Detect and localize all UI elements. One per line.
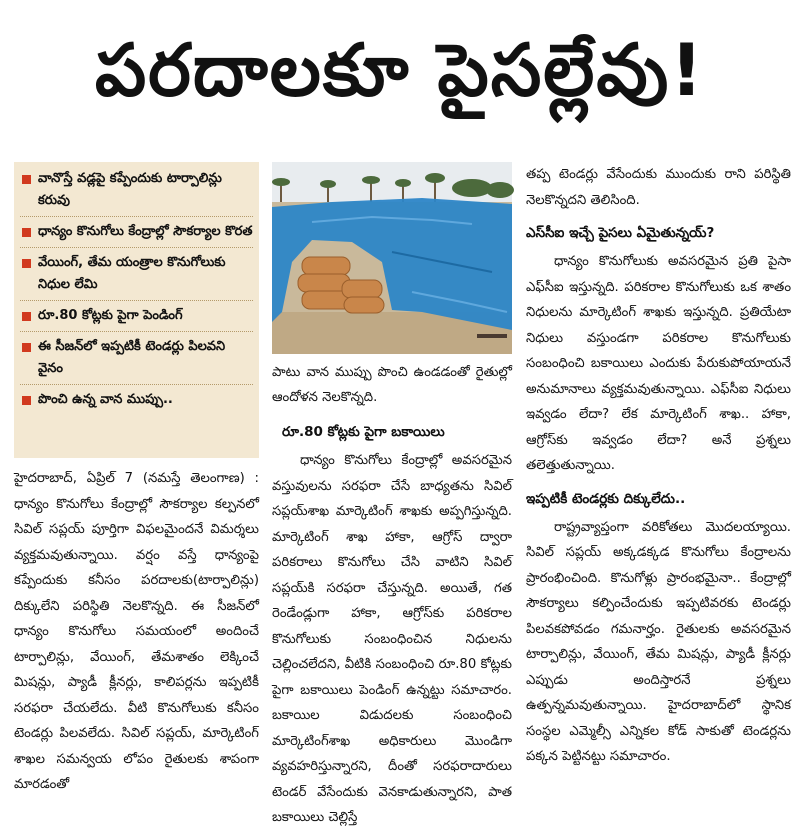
bullet-icon xyxy=(22,396,31,405)
article-body-col3-intro: తప్ప టెండర్లు వేసేందుకు ముందుకు రాని పరిస్థితి నెలకొన్నదని తెలిసింది. xyxy=(526,167,791,208)
subhead-no-tenders: ఇప్పటికీ టెండర్లకు దిక్కులేదు.. xyxy=(526,490,686,507)
highlight-item: వానొస్తే వడ్లపై కప్పేందుకు టార్పాలిన్లు కరువు xyxy=(20,168,253,212)
photo-tarpaulin-paddy xyxy=(272,162,512,354)
article-body-col2: ధాన్యం కొనుగోలు కేంద్రాల్లో అవసరమైన వస్తువులను సరఫరా చేసే బాధ్యతను సివిల్ సప్లయ్‌శాఖ మార్కెటింగ్ శాఖకు అప్పగిస్తున్నది. మార్కెటింగ్ శాఖ హాకా, ఆగ్రోస్ ద్వారా పరికరాలు కొనుగోలు చేసి వాటిని సివిల్ సప్లయ్‌కి సరఫరా చేస్తున్నది. అయితే, గత రెండేండ్లుగా హాకా, ఆగ్రోస్‌కు పరికరాల కొనుగోలుకు సంబంధించిన నిధులను చెల్లించలేదని, వీటికి సంబంధించి రూ.80 కోట్లకు పైగా బకాయిలు పెండింగ్ ఉన్నట్టు సమాచారం. బకాయిల విడుదలకు సంబంధించి మార్కెటింగ్‌శాఖ అధికారులు మొండిగా వ్యవహరిస్తున్నారని, దీంతో సరఫరాదారులు టెండర్ వేసేందుకు వెనకాడుతున్నారని, పాత బకాయిలు చెల్లిస్తే xyxy=(272,453,512,825)
photo-caption: పాటు వాన ముప్పు పొంచి ఉండడంతో రైతుల్లో ఆందోళన నెలకొన్నది. xyxy=(272,365,512,405)
highlight-item: వేయింగ్, తేమ యంత్రాల కొనుగోలుకు నిధుల లేమి xyxy=(20,252,253,296)
bullet-icon xyxy=(22,343,31,352)
article-body-col3-part2: రాష్ట్రవ్యాప్తంగా వరికోతలు మొదలయ్యాయి. సివిల్ సప్లయ్ అక్కడక్కడ కొనుగోలు కేంద్రాలను ప్రారంభించింది. కొనుగోళ్లు ప్రారంభమైనా.. కేంద్రాల్లో సౌకర్యాలు కల్పించేందుకు ఇప్పటివరకు టెండర్లు పిలవకపోవడం గమనార్హం. రైతులకు అవసరమైన టార్పాలిన్లు, వేయింగ్, తేమ మిషన్లు, ప్యాడీ క్లీనర్లు ఎప్పుడు అందిస్తారనే ప్రశ్నలు ఉత్పన్నమవుతున్నాయి. హైదరాబాద్‌లో స్థానిక సంస్థల ఎమ్మెల్సీ ఎన్నికల కోడ్ సాకుతో టెండర్లను పక్కన పెట్టినట్టు సమాచారం. xyxy=(526,519,791,764)
bullet-icon xyxy=(22,228,31,237)
highlight-item: రూ.80 కోట్లకు పైగా పెండింగ్ xyxy=(20,305,253,327)
article-body-col1: హైదరాబాద్, ఏప్రిల్ 7 (నమస్తే తెలంగాణ) : ధాన్యం కొనుగోలు కేంద్రాల్లో సౌకర్యాల కల్పనలో సివిల్ సప్లయ్ పూర్తిగా విఫలమైందనే విమర్శలు వ్యక్తమవుతున్నాయి. వర్షం వస్తే ధాన్యంపై కప్పేందుకు కనీసం పరదాలకు(టార్పాలిన్లు) దిక్కులేని పరిస్థితి నెలకొన్నది. ఈ సీజన్‌లో ధాన్యం కొనుగోలు సమయంలో అందించే టార్పాలిన్లు, వేయింగ్, తేమశాతం లెక్కించే మిషన్లు, ప్యాడీ క్లీనర్లు, కాలిపర్లను ఇప్పటికీ సరఫరా చేయలేదు. వీటి కొనుగోలుకు కనీసం టెండర్లు పిలవలేదు. సివిల్ సప్లయ్, మార్కెటింగ్ శాఖల సమన్వయ లోపం రైతులకు శాపంగా మారడంతో xyxy=(14,471,259,792)
tarpaulin-photo-illustration xyxy=(272,162,512,354)
column-3 xyxy=(526,162,791,770)
highlight-item: ఈ సీజన్‌లో ఇప్పటికీ టెండర్లు పిలవని వైనం xyxy=(20,336,253,380)
headline: పరదాలకూ పైసల్లేవు! xyxy=(94,28,706,112)
highlights-box xyxy=(14,162,259,458)
subhead-dues: రూ.80 కోట్లకు పైగా బకాయిలు xyxy=(282,424,445,440)
bullet-icon xyxy=(22,175,31,184)
column-2 xyxy=(272,162,512,831)
bullet-icon xyxy=(22,312,31,321)
article-body-col3-part1: ధాన్యం కొనుగోలుకు అవసరమైన ప్రతి పైసా ఎఫ్‌సీఐ ఇస్తున్నది. పరికరాల కొనుగోలుకు ఒక శాతం నిధులను మార్కెటింగ్ శాఖకు ఇస్తున్నది. ప్రతియేటా నిధులు వస్తుండగా పరికరాల కొనుగోలుకు సంబంధించి బకాయిలు ఎందుకు పేరుకుపోయాయనే అనుమానాలు వ్యక్తమవుతున్నాయి. ఎఫ్‌సీఐ నిధులు ఇవ్వడం లేదా? లేక మార్కెటింగ్ శాఖ.. హాకా, ఆగ్రోస్‌కు ఇవ్వడం లేదా? అనే ప్రశ్నలు తలెత్తుతున్నాయి. xyxy=(526,254,791,473)
highlight-item: ధాన్యం కొనుగోలు కేంద్రాల్లో సౌకర్యాల కొరత xyxy=(20,221,253,243)
bullet-icon xyxy=(22,259,31,268)
column-1 xyxy=(14,162,259,798)
subhead-fci-funds: ఎస్‌సీఐ ఇచ్చే పైసలు ఏమైతున్నయ్? xyxy=(526,225,715,241)
highlight-item: పొంచి ఉన్న వాన ముప్పు.. xyxy=(20,389,253,411)
